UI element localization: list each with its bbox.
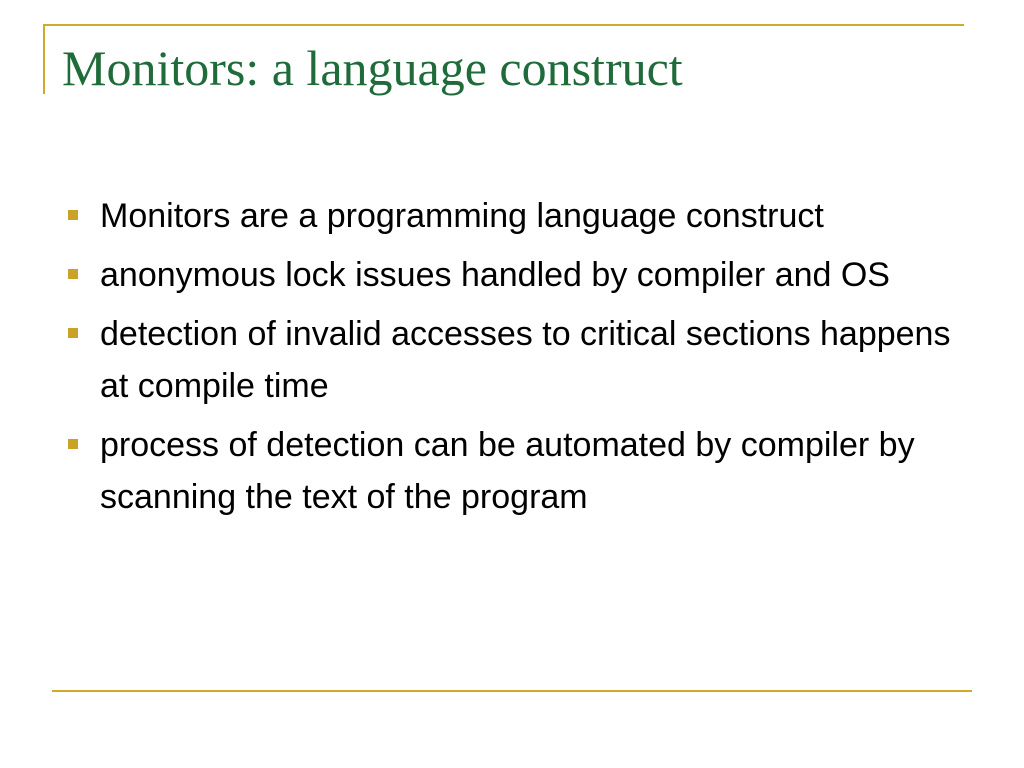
bullet-item — [62, 308, 962, 412]
bullet-text: detection of invalid accesses to critical sections happens at compile time — [100, 315, 951, 405]
bullet-item — [62, 419, 962, 523]
bullet-list — [62, 190, 962, 530]
bullet-text: process of detection can be automated by compiler by scanning the text of the program — [100, 426, 915, 516]
square-bullet-icon — [68, 210, 78, 220]
frame-top-rule — [43, 24, 964, 26]
bullet-text: anonymous lock issues handled by compiler and OS — [100, 256, 890, 294]
square-bullet-icon — [68, 269, 78, 279]
square-bullet-icon — [68, 439, 78, 449]
frame-bottom-rule — [52, 690, 972, 692]
square-bullet-icon — [68, 328, 78, 338]
slide-title: Monitors: a language construct — [62, 40, 683, 96]
frame-left-rule — [43, 24, 45, 94]
bullet-item — [62, 190, 962, 242]
bullet-text: Monitors are a programming language construct — [100, 197, 824, 235]
bullet-item — [62, 249, 962, 301]
